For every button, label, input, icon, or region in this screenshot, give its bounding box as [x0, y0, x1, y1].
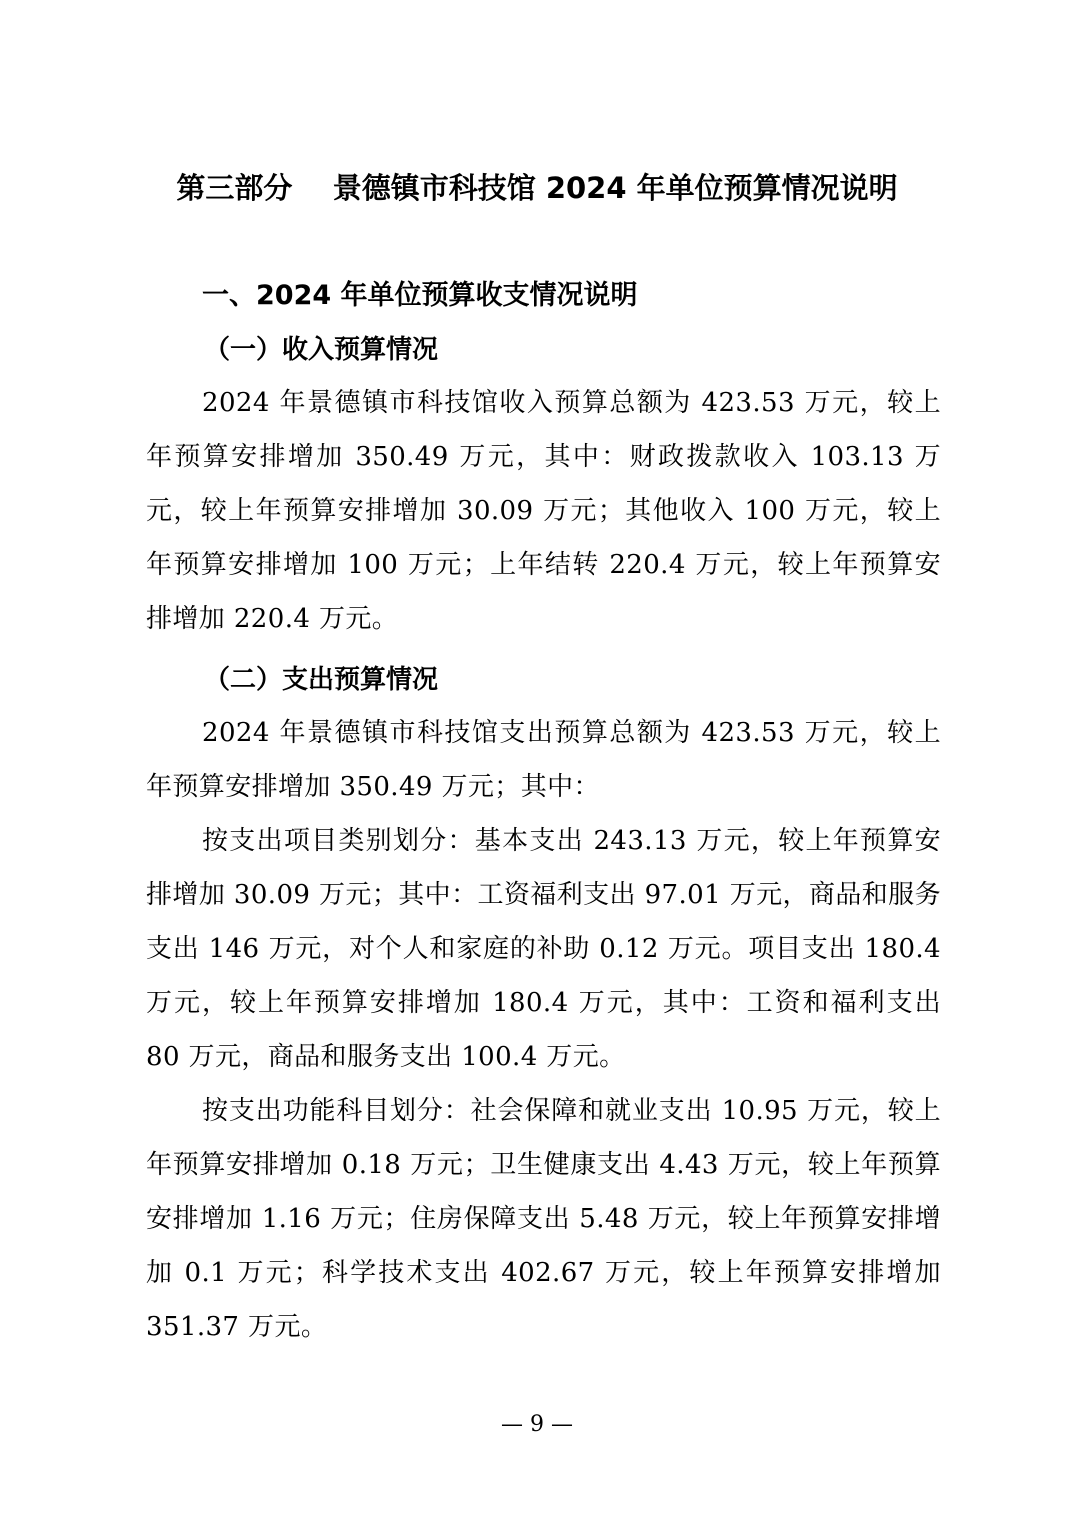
- income-heading: （一）收入预算情况: [204, 335, 439, 365]
- page-number: — 9 —: [501, 1412, 573, 1437]
- expenditure-heading: （二）支出预算情况: [204, 665, 439, 695]
- document-body: [146, 270, 941, 1354]
- income-paragraph: 2024 年景德镇市科技馆收入预算总额为 423.53 万元，较上年预算安排增加 350.49 万元，其中：财政拨款收入 103.13 万元，较上年预算安排增加 30.09 万元；其他收入 100 万元，较上年预算安排增加 100 万元；上年结转 220.4 万元，较上年预算安排增加 220.4 万元。: [146, 388, 941, 634]
- expenditure-by-item-paragraph: 按支出项目类别划分：基本支出 243.13 万元，较上年预算安排增加 30.09 万元；其中：工资福利支出 97.01 万元，商品和服务支出 146 万元，对个人和家庭的补助 0.12 万元。项目支出 180.4 万元，较上年预算安排增加 180.4 万元，其中：工资和福利支出 80 万元，商品和服务支出 100.4 万元。: [146, 826, 941, 1072]
- expenditure-by-function-paragraph: 按支出功能科目划分：社会保障和就业支出 10.95 万元，较上年预算安排增加 0.18 万元；卫生健康支出 4.43 万元，较上年预算安排增加 1.16 万元；住房保障支出 5.48 万元，较上年预算安排增加 0.1 万元；科学技术支出 402.67 万元，较上年预算安排增加 351.37 万元。: [146, 1096, 941, 1342]
- expenditure-total-paragraph: 2024 年景德镇市科技馆支出预算总额为 423.53 万元，较上年预算安排增加 350.49 万元；其中：: [146, 718, 941, 802]
- page-title: 第三部分 景德镇市科技馆 2024 年单位预算情况说明: [176, 171, 898, 205]
- section-heading: 一、2024 年单位预算收支情况说明: [202, 280, 638, 311]
